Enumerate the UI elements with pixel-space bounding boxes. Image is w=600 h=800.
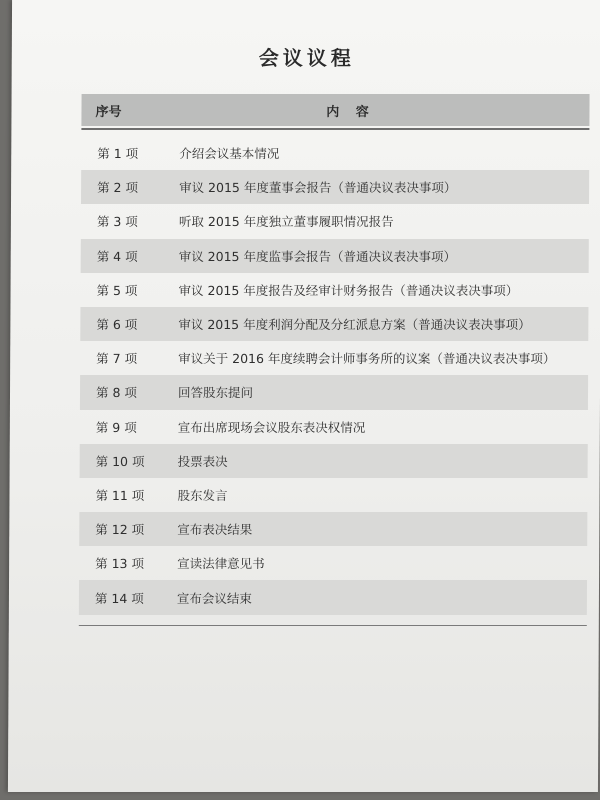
row-no: 第 5 项 (96, 282, 138, 298)
row-no: 第 2 项 (97, 180, 139, 196)
table-row (81, 239, 589, 273)
row-no: 第 1 项 (97, 146, 139, 162)
table-row (79, 512, 587, 546)
row-content: 审议 2015 年度董事会报告（普通决议表决事项） (179, 180, 457, 196)
row-content: 审议 2015 年度监事会报告（普通决议表决事项） (178, 248, 457, 264)
table-row (80, 341, 588, 375)
header-content: 内 容 (326, 104, 375, 120)
row-no: 第 13 项 (95, 556, 145, 572)
table-header (81, 94, 589, 126)
row-no: 第 4 项 (96, 248, 138, 264)
table-row (80, 273, 588, 307)
row-no: 第 12 项 (95, 522, 145, 538)
document-page (8, 0, 600, 792)
row-content: 听取 2015 年度独立董事履职情况报告 (178, 214, 394, 230)
row-content: 股东发言 (177, 487, 228, 503)
row-content: 审议 2015 年度报告及经审计财务报告（普通决议表决事项） (178, 282, 519, 298)
row-content: 回答股东提问 (177, 385, 254, 401)
page-title: 会议议程 (258, 46, 355, 70)
table-row (80, 410, 588, 444)
table-row (81, 136, 589, 170)
row-no: 第 7 项 (96, 351, 138, 367)
row-content: 宣读法律意见书 (177, 556, 265, 572)
row-content: 宣布出席现场会议股东表决权情况 (177, 419, 366, 435)
table-row (80, 444, 588, 478)
table-row (81, 204, 589, 238)
row-content: 介绍会议基本情况 (179, 146, 280, 162)
row-no: 第 11 项 (95, 487, 145, 503)
header-divider (81, 128, 589, 130)
table-row (79, 546, 587, 580)
header-no: 序号 (95, 104, 122, 120)
table-bottom-rule (79, 625, 587, 626)
table-row (79, 478, 587, 512)
row-no: 第 14 项 (94, 590, 144, 606)
table-body (79, 136, 590, 615)
row-no: 第 6 项 (96, 317, 138, 333)
table-row (80, 375, 588, 409)
row-content: 审议关于 2016 年度续聘会计师事务所的议案（普通决议表决事项） (178, 351, 556, 367)
table-row (79, 580, 587, 614)
row-no: 第 8 项 (95, 385, 137, 401)
row-content: 宣布表决结果 (177, 522, 253, 538)
agenda-table (79, 94, 590, 626)
row-no: 第 3 项 (96, 214, 138, 230)
row-content: 宣布会议结束 (176, 590, 252, 606)
table-row (81, 170, 589, 204)
row-content: 审议 2015 年度利润分配及分红派息方案（普通决议表决事项） (178, 317, 531, 333)
row-no: 第 9 项 (95, 419, 137, 435)
row-content: 投票表决 (177, 453, 228, 469)
table-row (80, 307, 588, 341)
row-no: 第 10 项 (95, 453, 145, 469)
